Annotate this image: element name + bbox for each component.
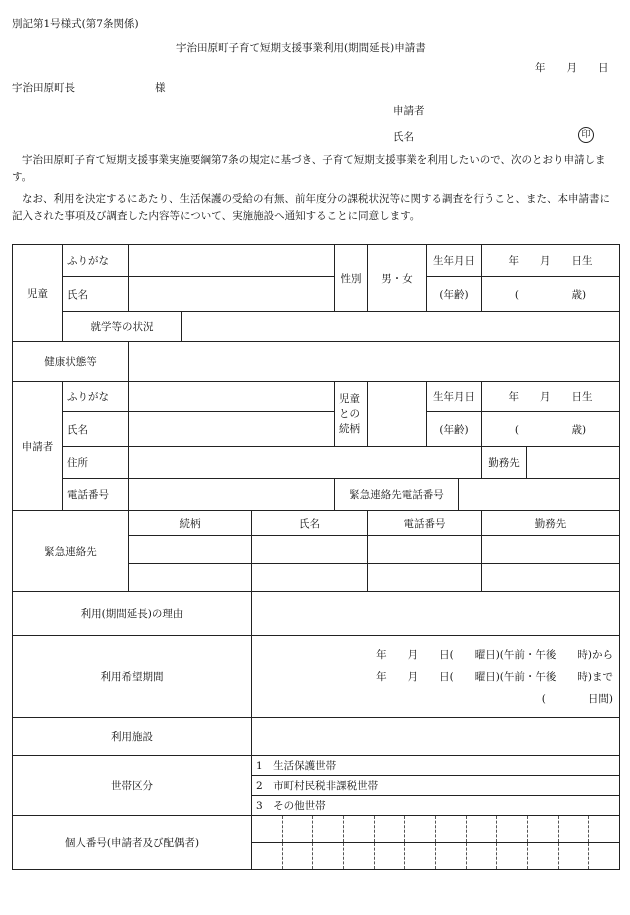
statement-paragraph-2: なお、利用を決定するにあたり、生活保護の受給の有無、前年度分の課税状況等に関する調査を行うこと、また、本申請書に記入された事項及び調査した内容等について、実施施設へ通知することに同意します。 [12, 193, 610, 222]
school-status-label: 就学等の状況 [63, 312, 182, 342]
applicant-section-label: 申請者 [13, 382, 63, 511]
emergency-phone-number-field[interactable] [368, 564, 482, 592]
emergency-header-relation: 続柄 [129, 511, 252, 536]
emergency-workplace-field[interactable] [482, 536, 620, 564]
applicant-furigana-label: ふりがな [63, 382, 129, 412]
facility-label: 利用施設 [13, 718, 252, 756]
workplace-label: 勤務先 [482, 447, 527, 479]
household-option-3[interactable]: 3 その他世帯 [252, 796, 620, 816]
child-birthdate-label: 生年月日 [427, 245, 482, 277]
emergency-phone-label: 緊急連絡先電話番号 [335, 479, 459, 511]
form-title: 宇治田原町子育て短期支援事業利用(期間延長)申請書 [176, 42, 426, 54]
applicant-age-field[interactable]: ( 歳) [482, 412, 620, 447]
household-label: 世帯区分 [13, 756, 252, 816]
form-number: 別記第1号様式(第7条関係) [12, 18, 139, 30]
signer-name-label: 氏名 [393, 131, 414, 143]
applicant-label: 申請者 [393, 105, 425, 117]
applicant-birthdate-field[interactable]: 年 月 日生 [482, 382, 620, 412]
child-birthdate-field[interactable]: 年 月 日生 [482, 245, 620, 277]
child-name-field[interactable] [129, 277, 335, 312]
reason-field[interactable] [252, 592, 620, 636]
period-label: 利用希望期間 [13, 636, 252, 718]
child-section-label: 児童 [13, 245, 63, 342]
facility-field[interactable] [252, 718, 620, 756]
addressee: 宇治田原町長 [12, 82, 75, 94]
emergency-relation-field[interactable] [129, 536, 252, 564]
child-gender-label: 性別 [335, 245, 368, 312]
emergency-phone-field[interactable] [459, 479, 620, 511]
relation-field[interactable] [368, 382, 427, 447]
child-furigana-field[interactable] [129, 245, 335, 277]
statement-paragraph-1: 宇治田原町子育て短期支援事業実施要綱第7条の規定に基づき、子育て短期支援事業を利用したいので、次のとおり申請します。 [12, 154, 606, 183]
emergency-relation-field[interactable] [129, 564, 252, 592]
health-field[interactable] [129, 342, 620, 382]
applicant-name-field[interactable] [129, 412, 335, 447]
child-age-label: (年齢) [427, 277, 482, 312]
reason-label: 利用(期間延長)の理由 [13, 592, 252, 636]
seal-mark: 印 [578, 127, 594, 143]
applicant-birthdate-label: 生年月日 [427, 382, 482, 412]
applicant-age-label: (年齢) [427, 412, 482, 447]
workplace-field[interactable] [527, 447, 620, 479]
emergency-header-workplace: 勤務先 [482, 511, 620, 536]
child-name-label: 氏名 [63, 277, 129, 312]
applicant-name-label: 氏名 [63, 412, 129, 447]
child-furigana-label: ふりがな [63, 245, 129, 277]
health-label: 健康状態等 [13, 342, 129, 382]
household-option-2[interactable]: 2 市町村民税非課税世帯 [252, 776, 620, 796]
period-end-line[interactable]: 年 月 日( 曜日)(午前・午後 時)まで [376, 670, 613, 683]
household-option-1[interactable]: 1 生活保護世帯 [252, 756, 620, 776]
period-days[interactable]: ( 日間) [541, 692, 613, 705]
emergency-name-field[interactable] [252, 564, 368, 592]
date-line[interactable]: 年 月 日 [535, 62, 609, 74]
period-start-line[interactable]: 年 月 日( 曜日)(午前・午後 時)から [376, 648, 613, 661]
emergency-header-phone: 電話番号 [368, 511, 482, 536]
application-form-table [12, 244, 620, 870]
relation-label: 児童との続柄 [335, 382, 368, 447]
address-label: 住所 [63, 447, 129, 479]
child-age-field[interactable]: ( 歳) [482, 277, 620, 312]
emergency-section-label: 緊急連絡先 [13, 511, 129, 592]
mynumber-spouse-field[interactable] [252, 843, 620, 870]
phone-label: 電話番号 [63, 479, 129, 511]
school-status-field[interactable] [182, 312, 620, 342]
address-field[interactable] [129, 447, 482, 479]
applicant-furigana-field[interactable] [129, 382, 335, 412]
child-gender-options[interactable]: 男・女 [368, 245, 427, 312]
emergency-workplace-field[interactable] [482, 564, 620, 592]
emergency-header-name: 氏名 [252, 511, 368, 536]
emergency-name-field[interactable] [252, 536, 368, 564]
honorific: 様 [155, 82, 166, 94]
mynumber-applicant-field[interactable] [252, 816, 620, 843]
emergency-phone-number-field[interactable] [368, 536, 482, 564]
period-field[interactable] [252, 636, 620, 718]
mynumber-label: 個人番号(申請者及び配偶者) [13, 816, 252, 870]
phone-field[interactable] [129, 479, 335, 511]
